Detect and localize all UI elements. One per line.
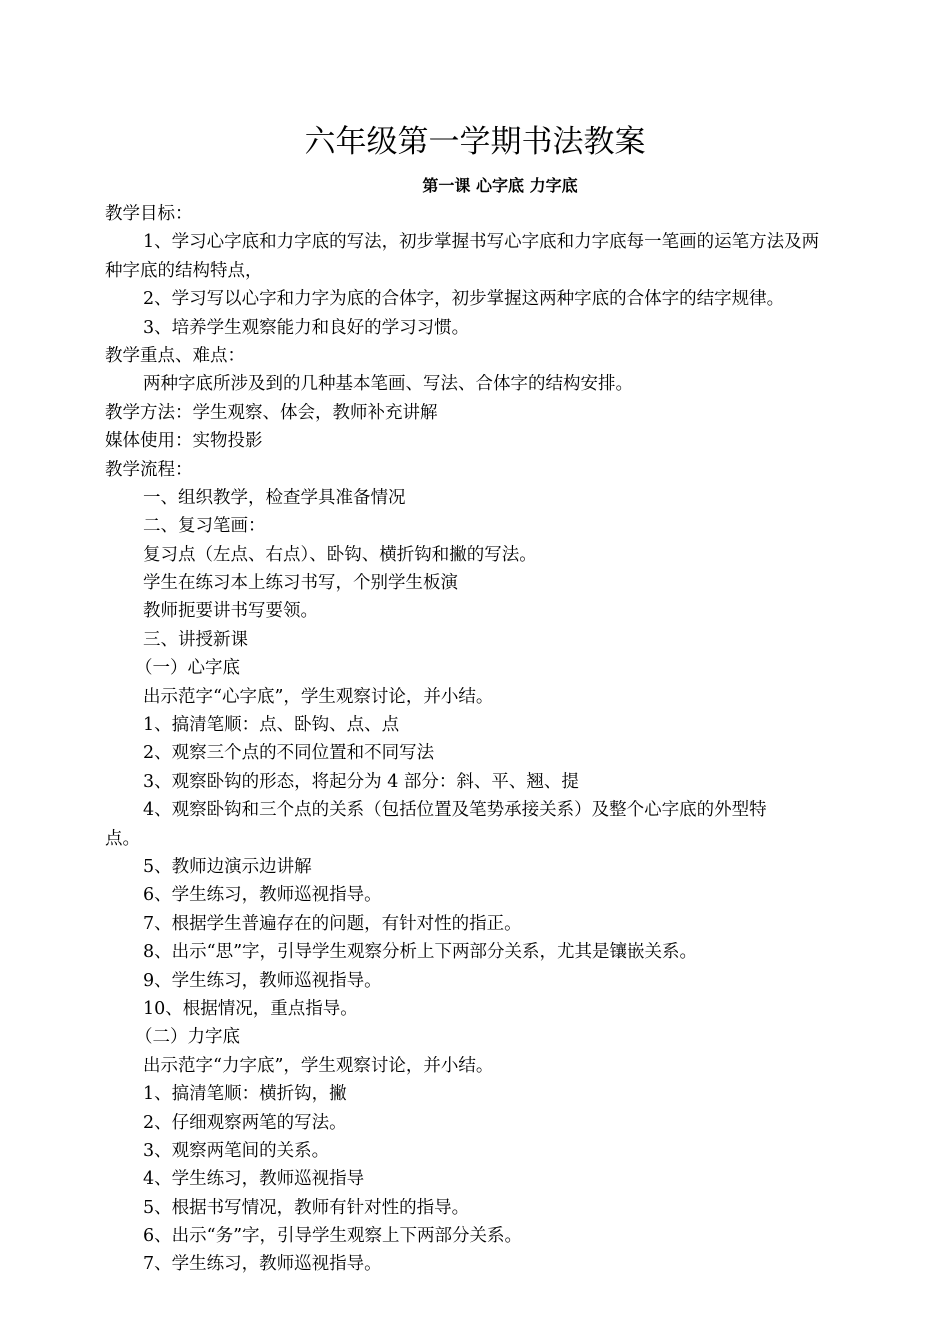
text-line: 两种字底所涉及到的几种基本笔画、写法、合体字的结构安排。 bbox=[143, 374, 633, 395]
text-line: （二）力字底 bbox=[135, 1027, 240, 1048]
text-line: 1、学习心字底和力字底的写法，初步掌握书写心字底和力字底每一笔画的运笔方法及两 bbox=[143, 232, 820, 253]
text-line: 3、观察两笔间的关系。 bbox=[143, 1140, 330, 1161]
text-line: 9、学生练习，教师巡视指导。 bbox=[143, 970, 382, 991]
text-line: 7、根据学生普遍存在的问题，有针对性的指正。 bbox=[143, 913, 522, 934]
text-line: 教学方法：学生观察、体会，教师补充讲解 bbox=[105, 402, 438, 423]
text-line: 1、搞清笔顺：横折钩，撇 bbox=[143, 1084, 347, 1105]
lesson-subtitle: 第一课 心字底 力字底 bbox=[422, 176, 578, 195]
text-line: 5、根据书写情况，教师有针对性的指导。 bbox=[143, 1197, 470, 1218]
text-line: 点。 bbox=[105, 828, 140, 849]
text-line: （一）心字底 bbox=[135, 658, 240, 679]
text-line: 5、教师边演示边讲解 bbox=[143, 856, 312, 877]
text-line: 4、学生练习，教师巡视指导 bbox=[143, 1169, 365, 1190]
text-line: 3、培养学生观察能力和良好的学习习惯。 bbox=[143, 317, 470, 338]
text-line: 学生在练习本上练习书写，个别学生板演 bbox=[143, 573, 458, 594]
text-line: 8、出示“思”字，引导学生观察分析上下两部分关系，尤其是镶嵌关系。 bbox=[143, 942, 698, 963]
text-line: 教师扼要讲书写要领。 bbox=[143, 601, 318, 622]
text-line: 4、观察卧钩和三个点的关系（包括位置及笔势承接关系）及整个心字底的外型特 bbox=[143, 800, 767, 821]
text-line: 7、学生练习，教师巡视指导。 bbox=[143, 1254, 382, 1275]
text-line: 媒体使用：实物投影 bbox=[105, 431, 263, 452]
text-line: 出示范字“心字底”，学生观察讨论，并小结。 bbox=[143, 686, 494, 707]
text-line: 出示范字“力字底”，学生观察讨论，并小结。 bbox=[143, 1055, 494, 1076]
text-line: 1、搞清笔顺：点、卧钩、点、点 bbox=[143, 715, 400, 736]
text-line: 教学流程： bbox=[105, 459, 193, 480]
text-line: 6、学生练习，教师巡视指导。 bbox=[143, 885, 382, 906]
text-line: 复习点（左点、右点）、卧钩、横折钩和撇的写法。 bbox=[143, 544, 537, 565]
text-line: 6、出示“务”字，引导学生观察上下两部分关系。 bbox=[143, 1226, 523, 1247]
text-line: 二、复习笔画： bbox=[143, 516, 266, 537]
text-line: 10、根据情况，重点指导。 bbox=[143, 998, 358, 1019]
text-line: 教学重点、难点： bbox=[105, 345, 245, 366]
text-line: 教学目标： bbox=[105, 204, 193, 224]
text-line: 2、观察三个点的不同位置和不同写法 bbox=[143, 743, 435, 764]
text-line: 2、仔细观察两笔的写法。 bbox=[143, 1112, 347, 1133]
text-line: 3、观察卧钩的形态，将起分为 4 部分：斜、平、翘、提 bbox=[143, 771, 579, 792]
text-line: 三、讲授新课 bbox=[143, 629, 248, 650]
text-line: 种字底的结构特点， bbox=[105, 260, 263, 281]
text-line: 2、学习写以心字和力字为底的合体字，初步掌握这两种字底的合体字的结字规律。 bbox=[143, 289, 785, 310]
document-title: 六年级第一学期书法教案 bbox=[304, 124, 646, 160]
document-body bbox=[105, 200, 900, 1279]
text-line: 一、组织教学，检查学具准备情况 bbox=[143, 487, 406, 508]
